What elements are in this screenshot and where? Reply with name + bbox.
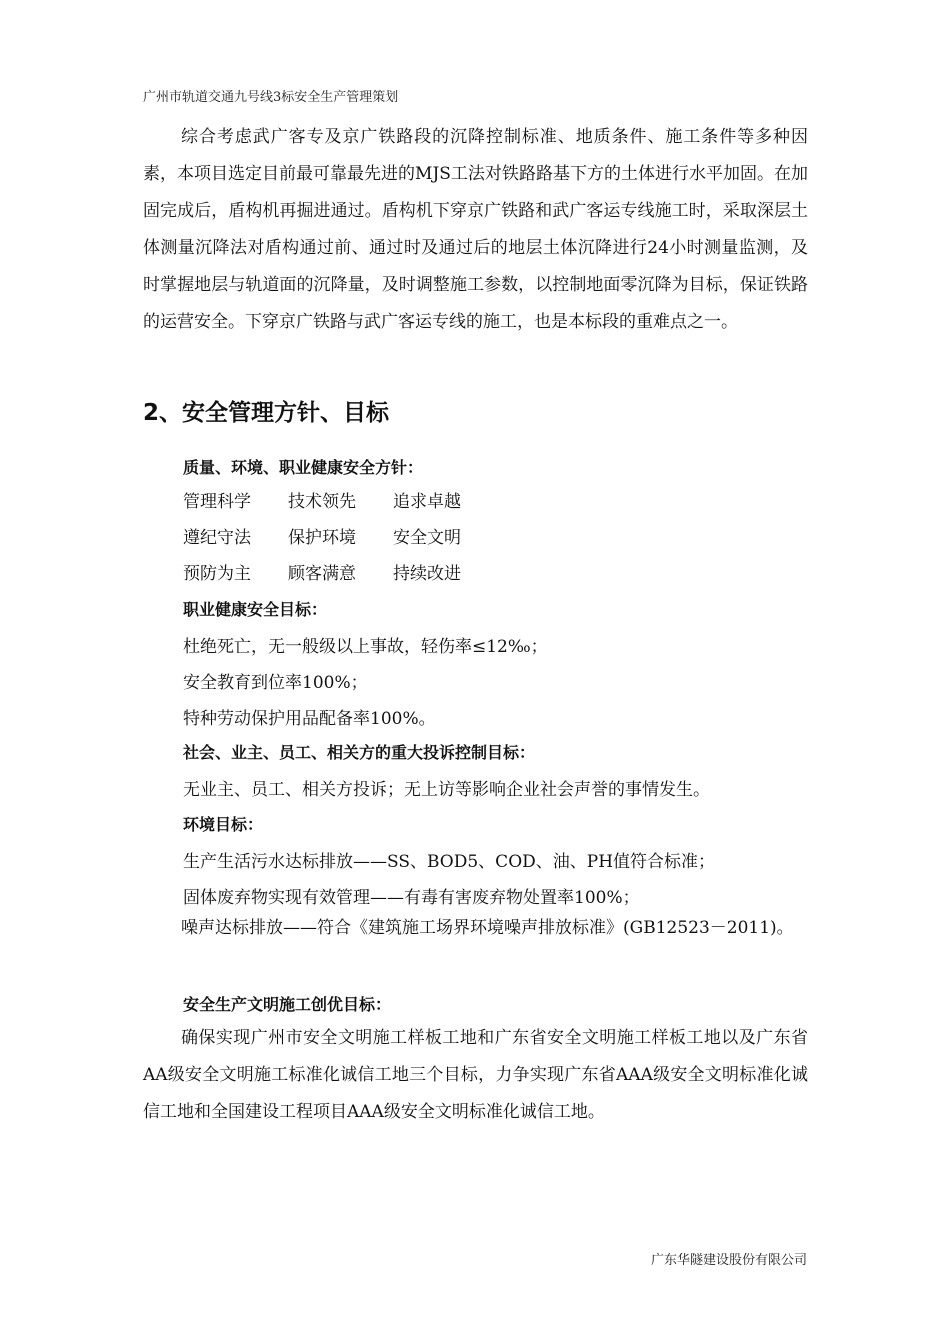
policy-cell: 管理科学 xyxy=(183,492,251,512)
page-footer: 广东华隧建设股份有限公司 xyxy=(650,1253,807,1268)
civil-section xyxy=(143,1020,808,1131)
intro-paragraph: 综合考虑武广客专及京广铁路段的沉降控制标准、地质条件、施工条件等多种因素，本项目选定目前最可靠最先进的MJS工法对铁路路基下方的土体进行水平加固。在加固完成后，盾构机再掘进通过。盾构机下穿京广铁路和武广客运专线施工时，采取深层土体测量沉降法对盾构通过前、通过时及通过后的地层土体沉降进行24小时测量监测，及时掌握地层与轨道面的沉降量，及时调整施工参数，以控制地面零沉降为目标，保证铁路的运营安全。下穿京广铁路与武广客运专线的施工，也是本标段的重难点之一。 xyxy=(143,127,808,332)
complaint-text: 无业主、员工、相关方投诉；无上访等影响企业社会声誉的事情发生。 xyxy=(183,780,710,800)
ohs-title: 职业健康安全目标： xyxy=(183,600,328,619)
policy-cell: 遵纪守法 xyxy=(183,528,251,548)
policy-cell: 顾客满意 xyxy=(288,564,356,584)
civil-title: 安全生产文明施工创优目标： xyxy=(183,995,392,1014)
ohs-item: 杜绝死亡，无一般级以上事故，轻伤率≤12‰； xyxy=(183,637,548,657)
policy-title: 质量、环境、职业健康安全方针： xyxy=(183,458,424,477)
noise-section xyxy=(143,910,808,946)
env-item: 固体废弃物实现有效管理——有毒有害废弃物处置率100%； xyxy=(183,888,640,908)
env-item: 生产生活污水达标排放——SS、BOD5、COD、油、PH值符合标准； xyxy=(183,852,716,872)
policy-cell: 预防为主 xyxy=(183,564,251,584)
ohs-item: 安全教育到位率100%； xyxy=(183,673,368,693)
policy-cell: 保护环境 xyxy=(288,528,356,548)
env-title: 环境目标： xyxy=(183,815,264,834)
policy-cell: 安全文明 xyxy=(393,528,461,548)
policy-cell: 持续改进 xyxy=(393,564,461,584)
policy-row xyxy=(183,487,498,512)
ohs-item: 特种劳动保护用品配备率100%。 xyxy=(183,709,436,729)
policy-row xyxy=(183,559,498,584)
civil-text: 确保实现广州市安全文明施工样板工地和广东省安全文明施工样板工地以及广东省AA级安全文明施工标准化诚信工地三个目标，力争实现广东省AAA级安全文明标准化诚信工地和全国建设工程项目AAA级安全文明标准化诚信工地。 xyxy=(143,1028,808,1122)
noise-text: 噪声达标排放——符合《建筑施工场界环境噪声排放标准》(GB12523－2011)。 xyxy=(181,918,794,938)
intro-section xyxy=(143,119,808,341)
policy-cell: 技术领先 xyxy=(288,492,356,512)
page-header: 广州市轨道交通九号线3标安全生产管理策划 xyxy=(143,90,399,105)
policy-cell: 追求卓越 xyxy=(393,492,461,512)
complaint-title: 社会、业主、员工、相关方的重大投诉控制目标： xyxy=(183,743,536,762)
policy-row xyxy=(183,523,498,548)
section-heading: 2、安全管理方针、目标 xyxy=(143,400,390,426)
